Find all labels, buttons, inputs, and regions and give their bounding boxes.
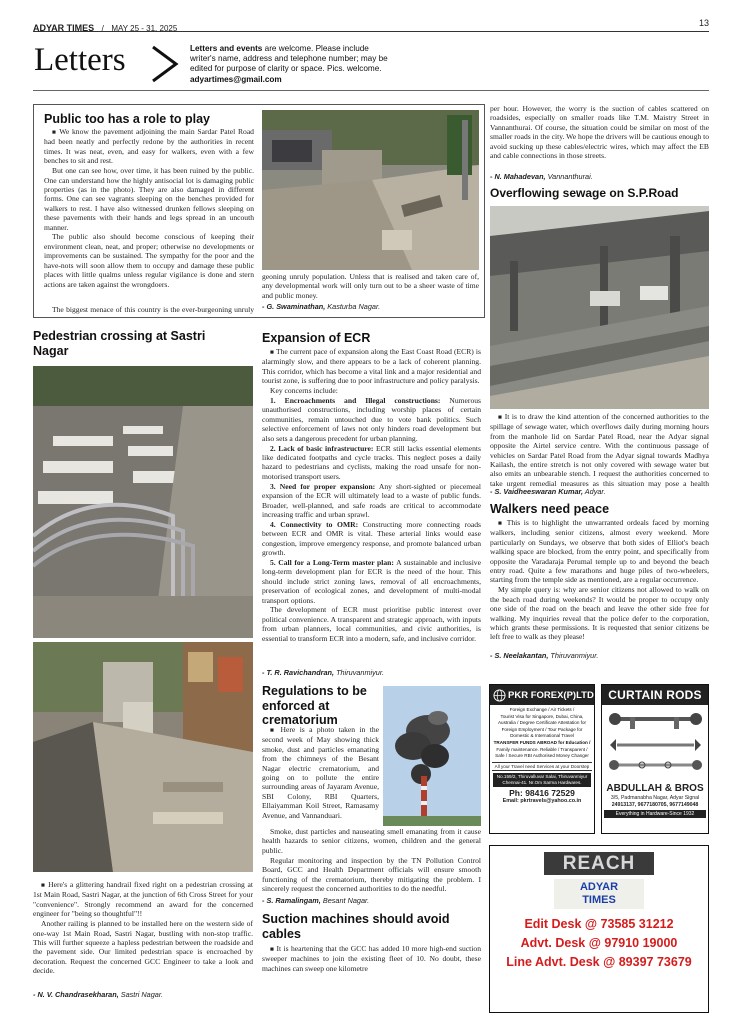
pkr-address-2: Chennai-41. Nr.Om Sarma Hardwares. xyxy=(502,779,582,785)
public-role-place: Kasturba Nagar. xyxy=(325,302,381,311)
pkr-services xyxy=(490,705,594,760)
suction-paragraph: ■ It is heartening that the GCC has added 10 more high-end suction sweeper machines to join the existing fleet of 10. No doubt, these machines can sweep one kilometre xyxy=(262,944,481,973)
pkr-phone: Ph: 98416 72529 xyxy=(509,787,575,798)
pkr-line-2: Tourist Visa for Singapore, Dubai, China, xyxy=(500,713,584,719)
sewage-paragraph: ■ It is to draw the kind attention of the concerned authorities to the spillage of sewage water, which overflows daily during morning hours from the manhole lid on Sardar Patel Road, near the Adyar signal opposite the Airtel service centre. With the continuous passage of vehicles on Sardar Patel Road from the Adyar signal towards Madhya Kailash, the entire stretch is not only covered with sewage water but also emits an unbearable stench. I request the authorities concerned to take urgent remedial measures as this situation may pose a health xyxy=(490,412,709,488)
ecr-point-2-label: 2. Lack of basic infrastructure: xyxy=(270,443,374,453)
cables-place: Vannanthurai. xyxy=(545,172,593,181)
pkr-line-8: Safe / Secure RBI Authorised Money Changer xyxy=(495,753,589,759)
walkers-place: Thiruvanmiyur. xyxy=(548,651,599,660)
crematorium-photo xyxy=(383,686,481,826)
cables-text xyxy=(490,104,709,172)
ecr-headline: Expansion of ECR xyxy=(262,331,371,345)
pkr-email: Email: pkrtravels@yahoo.co.in xyxy=(502,797,582,804)
suction-headline: Suction machines should avoid cables xyxy=(262,912,450,941)
curtain-phones: 24913137, 9677180705, 9677149048 xyxy=(611,802,699,808)
reach-line-advt-desk[interactable]: Line Advt. Desk @ 89397 73679 xyxy=(506,955,692,969)
crematorium-p3: Regular monitoring and inspection by the TN Pollution Control Board, GCC and Health Department officials will ensure smooth functioning of the crematorium, thereby mitigating the problem. I sincerely request the concerned authorities to do the needful. xyxy=(262,855,481,893)
curtain-shop: ABDULLAH & BROS xyxy=(606,783,704,794)
curtain-tagline: Everything in Hardware-Since 1932 xyxy=(604,810,706,818)
sewage-author: - S. Vaidheeswaran Kumar, xyxy=(490,487,584,496)
ecr-point-3-label: 3. Need for proper expansion: xyxy=(270,481,376,491)
crematorium-text-wide xyxy=(262,827,481,893)
public-role-headline: Public too has a role to play xyxy=(44,112,211,126)
crematorium-place: Besant Nagar. xyxy=(320,896,370,905)
crematorium-author: - S. Ramalingam, xyxy=(262,896,321,905)
ecr-point-4-text: Constructing more connecting roads between ECR and OMR is vital. These arterial links would ease congestion, improve emergency response, and promote balanced urban growth. xyxy=(262,519,481,558)
curtain-title: CURTAIN RODS xyxy=(602,685,708,705)
pkr-line-1: Foreign Exchange / Air Tickets / xyxy=(509,707,575,712)
pedestrian-signature xyxy=(33,990,163,999)
sewage-text xyxy=(490,412,709,488)
walkers-author: - S. Neelakantan, xyxy=(490,651,549,660)
public-role-p2: But one can see how, over time, it has been ruined by the public. One can understand how the highly antisocial lot is damaging public properties (as in the photo). They are also damaged in different forms. One can see vagrants sleeping on the benches provided for walkers to rest. I have also witnessed drunken fellows sleeping on these pavements with their hands and legs spread in an uncouth manner. xyxy=(44,166,254,232)
public-role-continued-text: geoning unruly population. Unless that is realised and taken care of, any developmental work will only turn out to be a sheer waste of time and public money. xyxy=(262,272,479,300)
ecr-point-4-label: 4. Connectivity to OMR: xyxy=(270,519,359,529)
pkr-header xyxy=(490,685,594,705)
reach-ad xyxy=(489,845,709,1013)
ecr-point-1-label: 1. Encroachments and Illegal constructions: xyxy=(270,396,441,406)
reach-brand-2: TIMES xyxy=(582,894,616,906)
curtain-rods-ad xyxy=(601,684,709,834)
public-role-author: - G. Swaminathan, xyxy=(262,302,326,311)
public-role-p1: ■ We know the pavement adjoining the main Sardar Patel Road had been neatly and perfectly redone by the authorities in recent times. It was neat, even, and easy for walkers, even with a few benches to sit and rest. xyxy=(44,127,254,166)
pkr-line-5: Domestic & International Travel xyxy=(510,733,574,739)
ecr-point-2 xyxy=(262,444,481,482)
crematorium-text-narrow xyxy=(262,725,379,827)
ecr-text xyxy=(262,347,481,669)
pkr-line-6: TRANSFER FUNDS ABROAD for Education / xyxy=(493,739,591,745)
ecr-point-2-text: ECR still lacks essential elements like dedicated footpaths and cycle tracks. This neglect poses a daily hazard to pedestrians and cyclists, making the road unsafe for non-motorised transport users. xyxy=(262,443,481,481)
crematorium-p1: ■ Here is a photo taken in the second week of May showing thick smoke, dust and particles emanating from the chimneys of the Besant Nagar electric crematorium, and going on to pollute the entire surrounding areas of Jayaram Avenue, SBI Colony, RBI Quarters, Ellaiyamman Koil Street, Ramasamy Avenue, and Vannanduari. xyxy=(262,725,379,820)
curtain-rod-icon xyxy=(602,705,708,783)
public-role-p3: The public also should become conscious of keeping their environment clean, neat, and proper; otherwise no developments or improvements can be sustained. The sympathy for the poor and the have-nots will soon allow them to occupy and damage these public places with little qualms unless regular vigilance is done and stern actions are taken against the wrongdoers. xyxy=(44,232,254,289)
pkr-tagline: All your Travel need Services at your Doorstep xyxy=(492,762,592,771)
ecr-closing: The development of ECR must prioritise public interest over political convenience. A transparent and strategic approach, with inputs from urban planners, local communities, and civic authorities, is essential to transform ECR into a modern, safe, and inclusive corridor. xyxy=(262,605,481,643)
pedestrian-text xyxy=(33,880,253,995)
pkr-forex-ad xyxy=(489,684,595,834)
reach-title: REACH xyxy=(544,852,654,875)
sewage-photo xyxy=(490,206,709,409)
crematorium-headline: Regulations to be enforced at crematorium xyxy=(262,684,367,727)
ecr-place: Thiruvanmiyur. xyxy=(334,668,385,677)
header-separator: / xyxy=(101,24,104,33)
pedestrian-photo-1 xyxy=(33,366,253,638)
cables-author: - N. Mahadevan, xyxy=(490,172,546,181)
ecr-key-label: Key concerns include: xyxy=(270,386,338,396)
intro-text: are welcome. Please include writer's name, address and telephone number; may be edited for purpose of clarity or space. Pics. welcome. xyxy=(190,44,388,74)
sewage-signature xyxy=(490,487,606,496)
curtain-address: 3/5, Padmanabha Nagar, Adyar Signal xyxy=(610,795,700,801)
cables-signature xyxy=(490,172,593,181)
pkr-name: PKR FOREX(P)LTD xyxy=(508,689,594,701)
section-rule xyxy=(33,90,709,91)
ecr-signature xyxy=(262,668,384,677)
chevron-right-icon xyxy=(150,44,180,84)
pkr-line-7: Family maintenance. Reliable / Transparent / xyxy=(496,746,588,752)
crematorium-p2: Smoke, dust particles and nauseating smell emanating from it cause health hazards to senior citizens, women, children and the general public. xyxy=(262,827,481,855)
pedestrian-p2: Another railing is planned to be installed here on the western side of one-way 1st Main Road, Sastri Nagar, bustling with non-stop traffic. This will further squeeze a hapless pedestrian between the roadside and the pavement side. Our limited pedestrian space is encroached by decoration. Request the concerned GCC Engineer to take a look and decide. xyxy=(33,919,253,976)
pkr-line-3: Australia / Degree Certificate Attestation for xyxy=(497,720,587,726)
pavement-photo xyxy=(262,110,479,270)
pedestrian-p1: ■ Here's a glittering handrail fixed right on a pedestrian crossing at 1st Main Road, Sastri Nagar, at the junction of 6th Cross Street for your "convenience". Strongly recommend an award for the concerned engineer for "being so thoughtful"!! xyxy=(33,880,253,919)
public-role-p4 xyxy=(44,305,254,315)
sewage-headline: Overflowing sewage on S.P.Road xyxy=(490,186,679,200)
public-role-p4-text: The biggest menace of this country is the ever-burgeoning unruly xyxy=(52,305,254,314)
pedestrian-headline: Pedestrian crossing at Sastri Nagar xyxy=(33,329,206,358)
reach-brand xyxy=(554,879,644,909)
ecr-point-5-label: 5. Call for a Long-Term master plan: xyxy=(270,557,394,567)
pkr-line-4: Foreign Employment / Tour Package for xyxy=(501,726,583,732)
intro-bold: Letters and events xyxy=(190,44,263,53)
pedestrian-photo-2 xyxy=(33,642,253,872)
masthead: ADYAR TIMES xyxy=(33,23,95,33)
globe-icon xyxy=(493,689,506,702)
public-role-col1 xyxy=(44,127,254,313)
public-role-signature xyxy=(262,302,380,311)
page-header xyxy=(33,18,709,32)
suction-text xyxy=(262,944,481,1000)
ecr-point-4 xyxy=(262,520,481,558)
reach-edit-desk[interactable]: Edit Desk @ 73585 31212 xyxy=(524,917,674,931)
public-role-continued xyxy=(262,272,479,302)
intro-email[interactable]: adyartimes@gmail.com xyxy=(190,74,282,84)
section-title: Letters xyxy=(34,42,126,78)
ecr-point-1-text: Numerous unauthorised constructions, including worship places of certain communities, remain untouched due to vote bank politics. Such selective enforcement of laws not only hinders road development but also sets a dangerous precedent for urban planning. xyxy=(262,396,481,443)
ecr-point-3 xyxy=(262,482,481,520)
ecr-intro: ■ The current pace of expansion along the East Coast Road (ECR) is alarmingly slow, and there appears to be a lack of coherent planning. This corridor, which has become a vital link and a major residential and tourist zone, is suffering due to poor infrastructure and policy paralysis. xyxy=(262,347,481,386)
reach-advt-desk[interactable]: Advt. Desk @ 97910 19000 xyxy=(520,936,678,950)
walkers-headline: Walkers need peace xyxy=(490,502,610,516)
ecr-point-1 xyxy=(262,396,481,443)
page-number: 13 xyxy=(698,18,709,28)
section-intro xyxy=(190,44,390,85)
walkers-text xyxy=(490,518,709,650)
cables-paragraph: per hour. However, the worry is the suction of cables scattered on roadsides, especially on smaller roads like T.M. Maistry Street in Vannanthurai. Of course, the situation could be similar on most of the smaller roads in the city. We hope the drivers will be cautious enough to avoid sucking up these cables/electric wires, which may affect the EB and cable connections in those streets. xyxy=(490,104,709,161)
sewage-place: Adyar. xyxy=(583,487,606,496)
walkers-signature xyxy=(490,651,598,660)
walkers-p1: ■ This is to highlight the unwarranted ordeals faced by morning walkers, including senior citizens, almost every weekend. More particularly on Sundays, we observe that both sides of Elliot's beach walking space are blocked, from the entry point, and specifically from opposite the Varadaraja Perumal temple up to and beyond the beach entry road. Quite a few marathons and huge piles of two-wheelers, starting from the temple side as mentioned, are a regular occurrence. xyxy=(490,518,709,585)
pkr-address-box xyxy=(493,773,591,787)
ecr-author: - T. R. Ravichandran, xyxy=(262,668,335,677)
pedestrian-place: Sastri Nagar. xyxy=(118,990,164,999)
reach-brand-1: ADYAR xyxy=(579,881,619,893)
ecr-point-5-text: A sustainable and inclusive long-term development plan for ECR is the need of the hour. This should include strict zoning laws, removal of all encroachments, preservation of ecological zones, and development of multi-modal transport options. xyxy=(262,557,481,605)
ecr-point-5 xyxy=(262,558,481,605)
ecr-point-3-text: Any short-sighted or piecemeal expansion of the ECR will ultimately lead to a waste of public funds. Broader, well-planned, and safe roads are critical to accommodate increasing traffic and urban sprawl. xyxy=(262,481,481,519)
pedestrian-author: - N. V. Chandrasekharan, xyxy=(33,990,119,999)
crematorium-signature xyxy=(262,896,369,905)
issue-date: MAY 25 - 31, 2025 xyxy=(111,24,178,33)
pkr-address-1: No.159/2, Thiruvalluvar Salai, Thiruvanmiyur xyxy=(496,773,588,779)
walkers-p2: My simple query is: why are senior citizens not allowed to walk on the beach road during weekends? It would be proper to occupy only one side of the road on the beach and leave the other side free for walking. My inquiries reveal that the police defer to the corporation, which grants these permissions. It is requested that senior citizens be left free to walk as they please! xyxy=(490,585,709,642)
